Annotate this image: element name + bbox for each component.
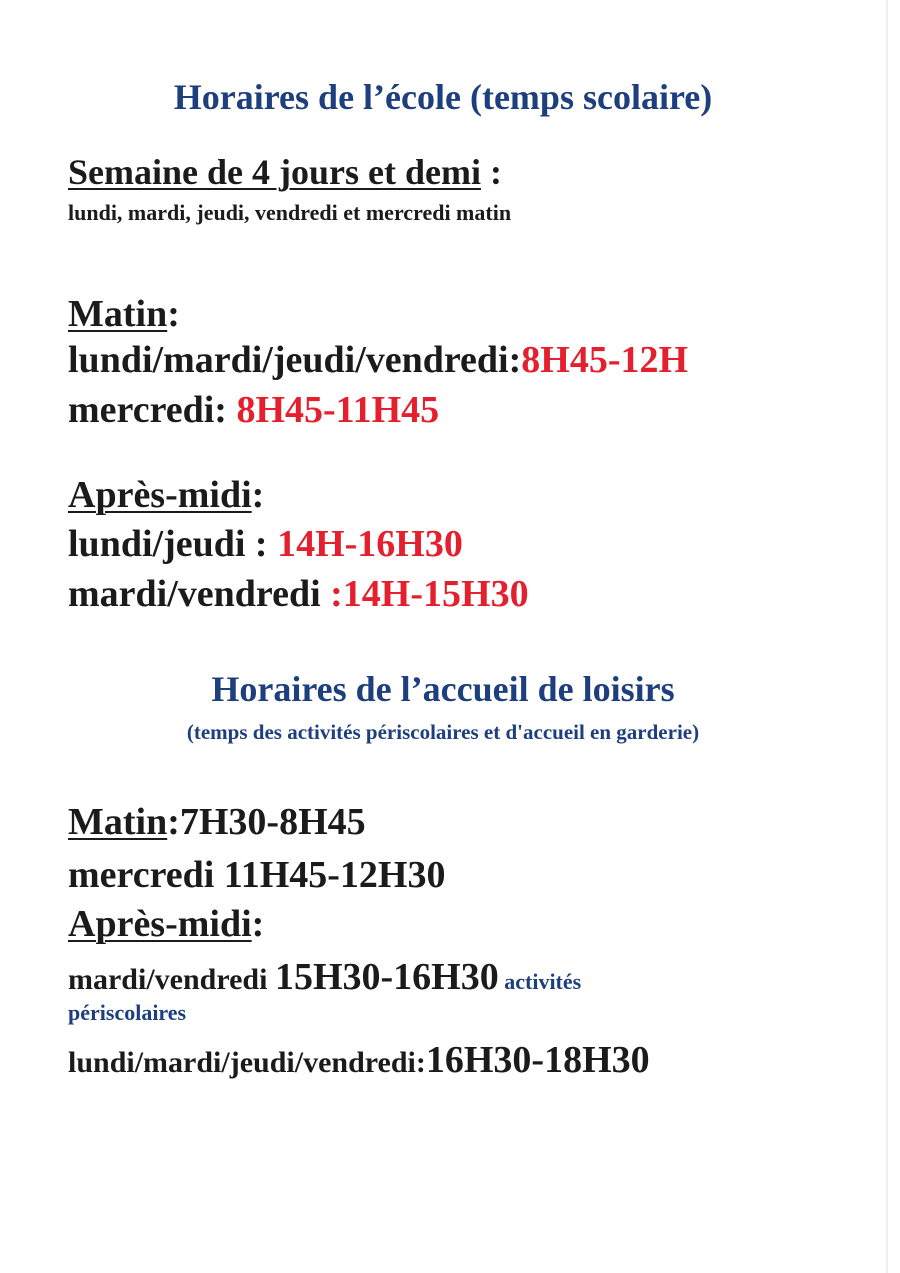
- row-days: mardi/vendredi: [68, 573, 331, 615]
- leisure-hours-subtitle: (temps des activités périscolaires et d'accueil en garderie): [186, 720, 700, 744]
- leisure-morning-time: :7H30-8H45: [167, 801, 366, 843]
- school-afternoon-label: Après-midi: [68, 474, 252, 516]
- row-time: 8H45-11H45: [236, 389, 440, 431]
- week-heading-suffix: :: [480, 152, 502, 192]
- row-time: 8H45-12H: [521, 339, 689, 381]
- row-time: :14H-15H30: [330, 573, 529, 615]
- week-heading-label: Semaine de 4 jours et demi: [68, 152, 481, 192]
- school-morning-row: [68, 388, 439, 432]
- leisure-afternoon-label: Après-midi: [68, 903, 252, 945]
- row-days: mercredi:: [68, 389, 237, 431]
- row-days: mardi/vendredi: [68, 963, 275, 996]
- leisure-morning-row: [68, 800, 366, 844]
- school-afternoon-heading: [68, 473, 264, 517]
- leisure-hours-title: Horaires de l’accueil de loisirs: [211, 669, 675, 709]
- page-edge: [886, 0, 888, 1273]
- leisure-wednesday-row: mercredi 11H45-12H30: [68, 854, 446, 896]
- leisure-afternoon-row: [68, 1038, 650, 1082]
- row-time: 15H30-16H30: [274, 956, 499, 998]
- leisure-afternoon-suffix: :: [251, 903, 265, 945]
- school-afternoon-row: [68, 522, 463, 566]
- school-hours-title: Horaires de l’école (temps scolaire): [173, 77, 713, 117]
- school-morning-suffix: :: [167, 293, 180, 335]
- row-days: lundi/mardi/jeudi/vendredi:: [68, 1046, 426, 1079]
- row-time: 14H-16H30: [277, 523, 463, 565]
- school-morning-row: [68, 338, 688, 382]
- school-afternoon-suffix: :: [251, 474, 265, 516]
- row-days: lundi/jeudi :: [68, 523, 278, 565]
- leisure-morning-label: Matin: [68, 801, 168, 843]
- row-days: lundi/mardi/jeudi/vendredi:: [68, 339, 522, 381]
- row-time: 16H30-18H30: [425, 1039, 650, 1081]
- week-heading: [68, 151, 502, 193]
- week-days: lundi, mardi, jeudi, vendredi et mercredi matin: [68, 200, 512, 225]
- leisure-afternoon-row: [68, 955, 581, 999]
- row-note: activités: [498, 969, 582, 994]
- leisure-afternoon-heading: [68, 902, 264, 946]
- school-morning-heading: [68, 292, 180, 336]
- row-note-continued: périscolaires: [68, 1000, 187, 1025]
- school-afternoon-row: [68, 572, 529, 616]
- school-morning-label: Matin: [68, 293, 168, 335]
